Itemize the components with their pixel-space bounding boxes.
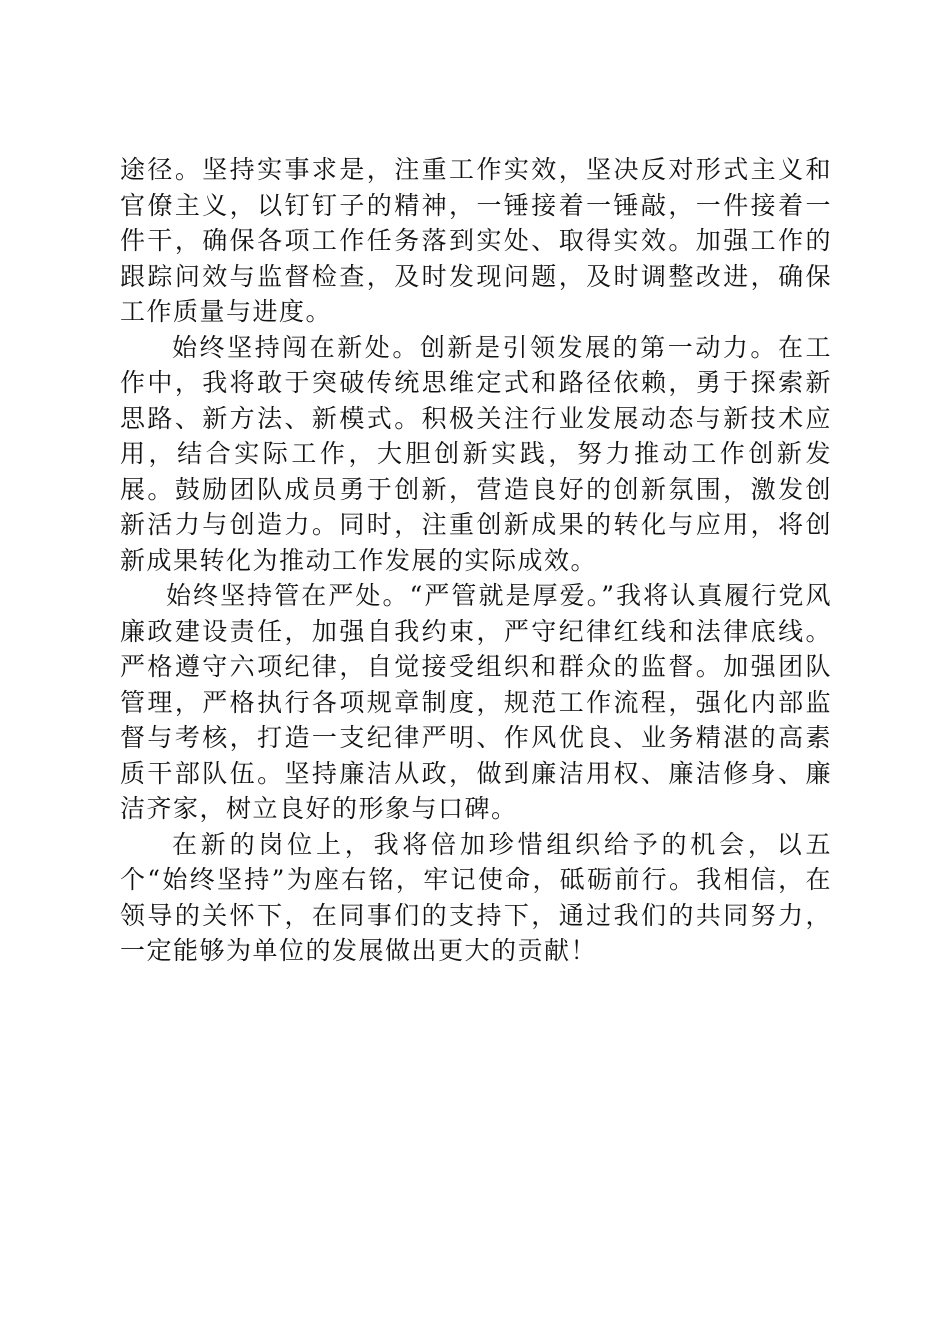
- paragraph-innovation: 始终坚持闯在新处。创新是引领发展的第一动力。在工作中，我将敢于突破传统思维定式和路径依赖，勇于探索新思路、新方法、新模式。积极关注行业发展动态与新技术应用，结合实际工作，大胆创新实践，努力推动工作创新发展。鼓励团队成员勇于创新，营造良好的创新氛围，激发创新活力与创造力。同时，注重创新成果的转化与应用，将创新成果转化为推动工作发展的实际成效。: [120, 332, 832, 575]
- document-body: [120, 152, 832, 969]
- paragraph-discipline: 始终坚持管在严处。“严管就是厚爱。”我将认真履行党风廉政建设责任，加强自我约束，严守纪律红线和法律底线。严格遵守六项纪律，自觉接受组织和群众的监督。加强团队管理，严格执行各项规章制度，规范工作流程，强化内部监督与考核，打造一支纪律严明、作风优良、业务精湛的高素质干部队伍。坚持廉洁从政，做到廉洁用权、廉洁修身、廉洁齐家，树立良好的形象与口碑。: [120, 581, 832, 823]
- paragraph-continuation: 途径。坚持实事求是，注重工作实效，坚决反对形式主义和官僚主义，以钉钉子的精神，一锤接着一锤敲，一件接着一件干，确保各项工作任务落到实处、取得实效。加强工作的跟踪问效与监督检查，及时发现问题，及时调整改进，确保工作质量与进度。: [120, 155, 832, 326]
- paragraph-conclusion: 在新的岗位上，我将倍加珍惜组织给予的机会，以五个“始终坚持”为座右铭，牢记使命，砥砺前行。我相信，在领导的关怀下，在同事们的支持下，通过我们的共同努力，一定能够为单位的发展做出更大的贡献！: [120, 829, 832, 965]
